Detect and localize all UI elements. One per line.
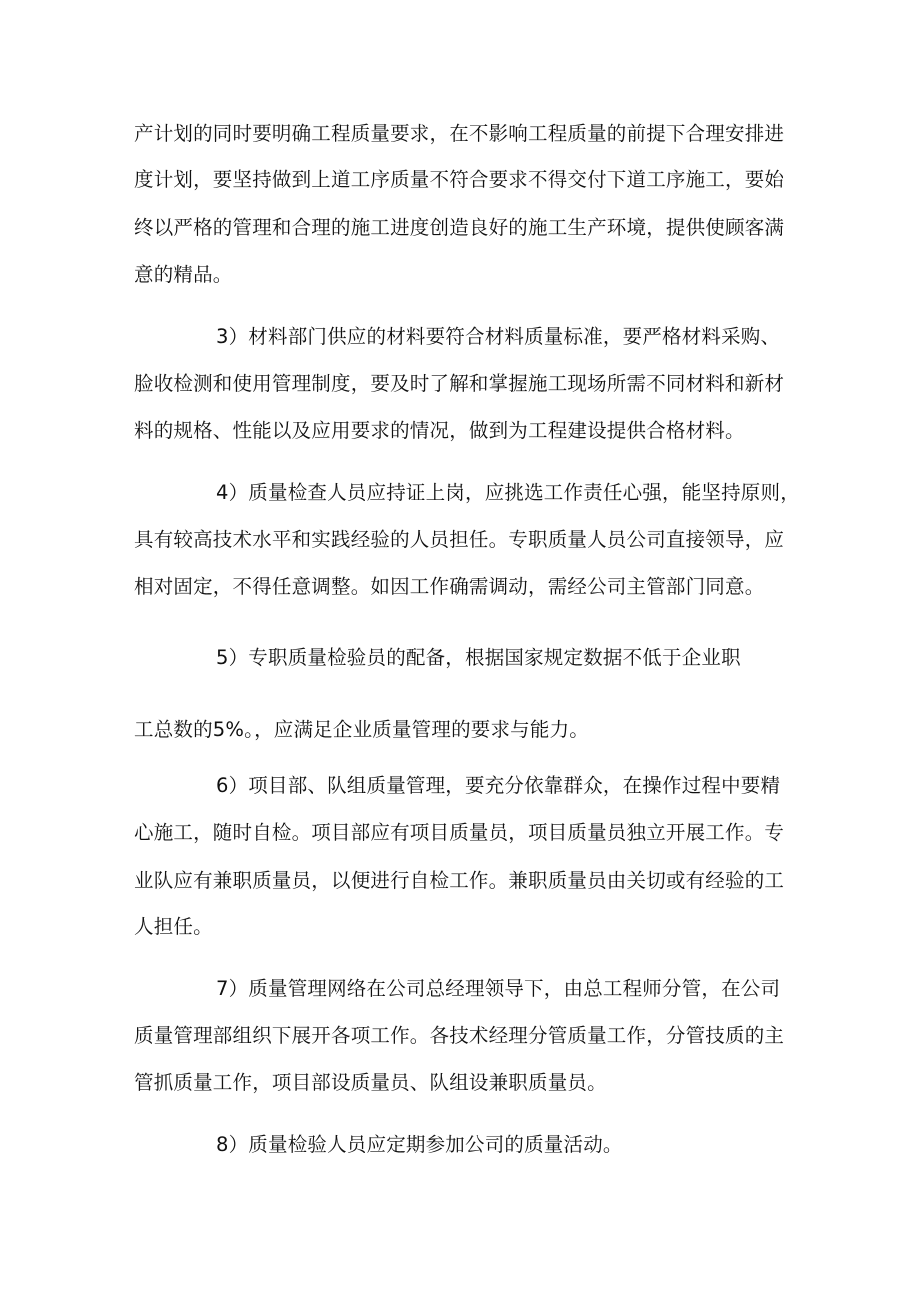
text-line: 脸收检测和使用管理制度，要及时了解和掌握施工现场所需不同材料和新材 xyxy=(134,372,785,395)
text-line: 3）材料部门供应的材料要符合材料质量标准，要严格材料采购、 xyxy=(216,325,781,348)
text-line: 质量管理部组织下展开各项工作。各技术经理分管质量工作，分管技质的主 xyxy=(134,1024,785,1047)
text-line: 业队应有兼职质量员，以便进行自检工作。兼职质量员由关切或有经验的工 xyxy=(134,869,785,892)
text-line: 管抓质量工作，项目部设质量员、队组设兼职质量员。 xyxy=(134,1071,607,1094)
text-line: 4）质量检查人员应持证上岗，应挑选工作责任心强，能坚持原则， xyxy=(216,481,800,504)
text-line: 7）质量管理网络在公司总经理领导下，由总工程师分管，在公司 xyxy=(216,977,781,1000)
text-line: 6）项目部、队组质量管理，要充分依靠群众，在操作过程中要精 xyxy=(216,774,781,797)
text-line: 意的精品。 xyxy=(134,263,233,286)
text-line: 终以严格的管理和合理的施工进度创造良好的施工生产环境，提供使顾客满 xyxy=(134,216,785,239)
text-line: 工总数的5%。，应满足企业质量管理的要求与能力。 xyxy=(134,718,589,741)
text-line: 料的规格、性能以及应用要求的情况，做到为工程建设提供合格材料。 xyxy=(134,419,745,442)
text-line: 相对固定，不得任意调整。如因工作确需调动，需经公司主管部门同意。 xyxy=(134,575,765,598)
text-line: 心施工，随时自检。项目部应有项目质量员，项目质量员独立开展工作。专 xyxy=(134,821,785,844)
text-line: 度计划，要坚持做到上道工序质量不符合要求不得交付下道工序施工，要始 xyxy=(134,168,785,191)
text-line: 产计划的同时要明确工程质量要求，在不影响工程质量的前提下合理安排进 xyxy=(134,122,785,145)
text-line: 人担任。 xyxy=(134,915,213,938)
text-line: 5）专职质量检验员的配备，根据国家规定数据不低于企业职 xyxy=(216,646,741,669)
text-line: 8）质量检验人员应定期参加公司的质量活动。 xyxy=(216,1133,623,1156)
text-line: 具有较高技术水平和实践经验的人员担任。专职质量人员公司直接领导，应 xyxy=(134,528,785,551)
